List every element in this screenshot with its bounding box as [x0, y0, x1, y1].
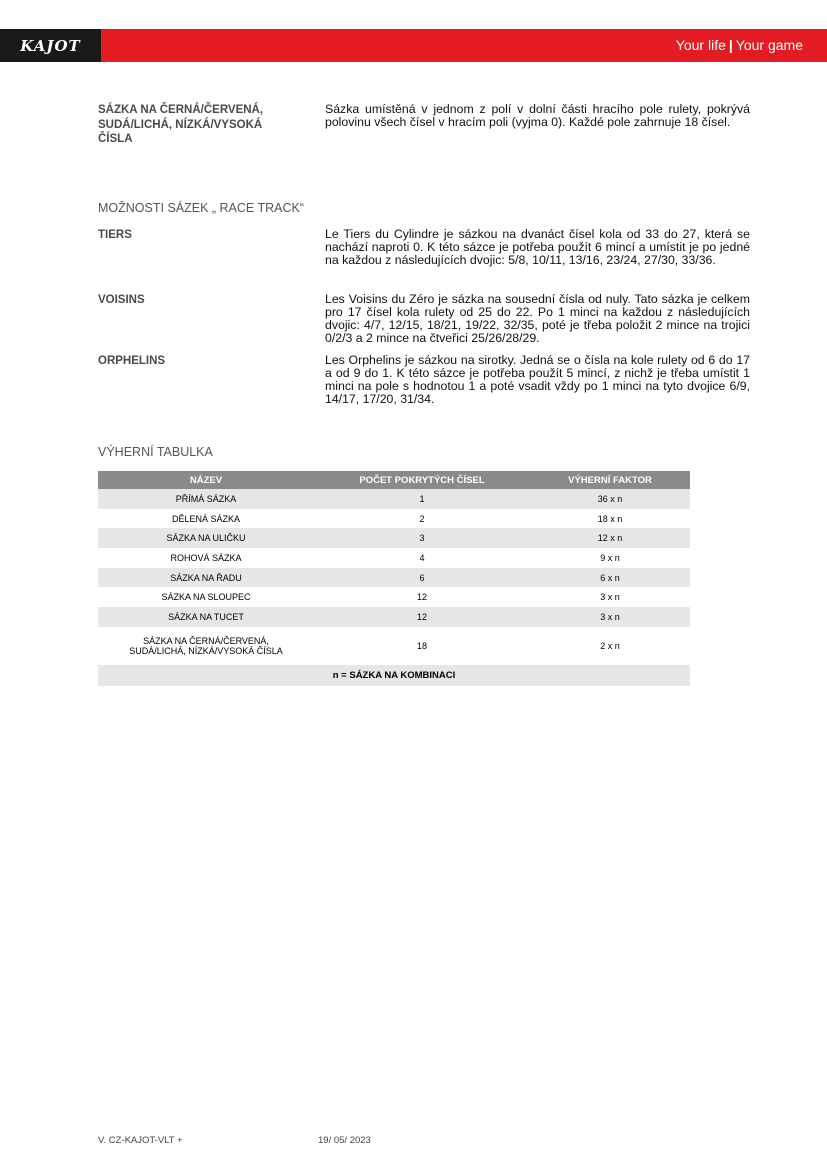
column-header: VÝHERNÍ FAKTOR: [530, 471, 690, 489]
footer-version: V. CZ-KAJOT-VLT +: [98, 1135, 183, 1146]
table-cell: 6: [314, 568, 530, 588]
table-cell: 3 x n: [530, 607, 690, 627]
table-cell: 12: [416, 592, 427, 603]
race-track-row-tiers: [98, 228, 750, 267]
table-cell: 4: [419, 552, 425, 563]
column-header: NÁZEV: [98, 471, 314, 489]
table-cell: 2 x n: [600, 640, 620, 651]
intro-label: SÁZKA NA ČERNÁ/ČERVENÁ, SUDÁ/LICHÁ, NÍZKÁ/VYSOKÁ ČÍSLA: [98, 104, 264, 145]
table-row: [98, 568, 690, 588]
race-track-label: TIERS: [98, 229, 132, 241]
race-track-text: Le Tiers du Cylindre je sázkou na dvanáct čísel kola od 33 do 27, která se nachází naproti 0. K této sázce je potřeba použít 6 mincí a umístit je po jedné na každou z následujících dvojic: 5/8, 10/11, 13/16, 23/24, 27/30, 33/36.: [325, 227, 750, 267]
logo-text: KAJOT: [20, 36, 81, 55]
slogan-separator: |: [728, 37, 733, 53]
table-cell: DĚLENÁ SÁZKA: [171, 513, 241, 524]
table-row: [98, 548, 690, 568]
table-row: [98, 627, 690, 665]
table-header-row: [98, 471, 690, 489]
payout-title: VÝHERNÍ TABULKA: [98, 445, 213, 459]
table-cell: 2: [419, 513, 425, 524]
table-cell: SÁZKA NA ŘADU: [98, 568, 314, 588]
intro-row: [98, 103, 750, 147]
race-track-text: Les Orphelins je sázkou na sirotky. Jedná se o čísla na kole rulety od 6 do 17 a od 9 do 1. K této sázce je potřeba použít 5 mincí, z nichž je třeba umístit 1 minci na pole s hodnotou 1 a poté vsadit vždy po 1 minci na tyto dvojice 6/9, 14/17, 17/20, 31/34.: [325, 353, 750, 406]
race-track-title: MOŽNOSTI SÁZEK „ RACE TRACK“: [98, 201, 305, 215]
slogan-right: Your game: [735, 37, 803, 53]
race-track-text: Les Voisins du Zéro je sázka na sousední čísla od nuly. Tato sázka je celkem pro 17 čísel kola rulety od 25 do 22. Po 1 minci na každou z následujících dvojic: 4/7, 12/15, 18/21, 19/22, 32/35, poté je třeba položit 2 mince na trojici 0/2/3 a 2 mince na čtveřici 25/26/28/29.: [325, 292, 750, 345]
table-cell: 12: [314, 607, 530, 627]
column-header: POČET POKRYTÝCH ČÍSEL: [314, 471, 530, 489]
race-track-label: ORPHELINS: [98, 355, 166, 367]
race-track-row-orphelins: [98, 354, 750, 406]
table-row: [98, 607, 690, 627]
slogan: [676, 37, 803, 53]
table-footer-row: [98, 665, 690, 686]
race-track-label: VOISINS: [98, 294, 145, 306]
table-cell: PŘÍMÁ SÁZKA: [98, 489, 314, 509]
payout-table: [98, 471, 690, 686]
table-cell: SÁZKA NA ULIČKU: [98, 528, 314, 548]
table-row: [98, 587, 690, 607]
header-bar: [0, 29, 827, 62]
table-cell: 3: [314, 528, 530, 548]
slogan-left: Your life: [675, 37, 726, 53]
table-row: [98, 509, 690, 529]
table-cell: 6 x n: [530, 568, 690, 588]
table-cell: 1: [314, 489, 530, 509]
logo: [0, 29, 101, 62]
footer-date: 19/ 05/ 2023: [318, 1135, 371, 1146]
table-cell: 3 x n: [600, 592, 620, 603]
table-row: [98, 528, 690, 548]
table-cell: 12 x n: [530, 528, 690, 548]
table-footer-note: n = SÁZKA NA KOMBINACI: [98, 665, 690, 686]
table-cell: ROHOVÁ SÁZKA: [170, 552, 242, 563]
intro-text: Sázka umístěná v jednom z polí v dolní části hracího pole rulety, pokrývá polovinu všech čísel v hracím poli (vyjma 0). Každé pole zahrnuje 18 čísel.: [325, 102, 750, 129]
table-cell: 18: [416, 640, 427, 651]
table-cell: SÁZKA NA SLOUPEC: [161, 592, 251, 603]
payout-table-wrap: [98, 471, 690, 686]
table-cell: 36 x n: [530, 489, 690, 509]
race-track-row-voisins: [98, 293, 750, 345]
table-cell: 18 x n: [597, 513, 623, 524]
table-cell: 9 x n: [600, 552, 620, 563]
table-cell: SÁZKA NA TUCET: [98, 607, 314, 627]
table-cell: SÁZKA NA ČERNÁ/ČERVENÁ, SUDÁ/LICHÁ, NÍZKÁ/VYSOKÁ ČÍSLA: [129, 635, 283, 656]
table-row: [98, 489, 690, 509]
